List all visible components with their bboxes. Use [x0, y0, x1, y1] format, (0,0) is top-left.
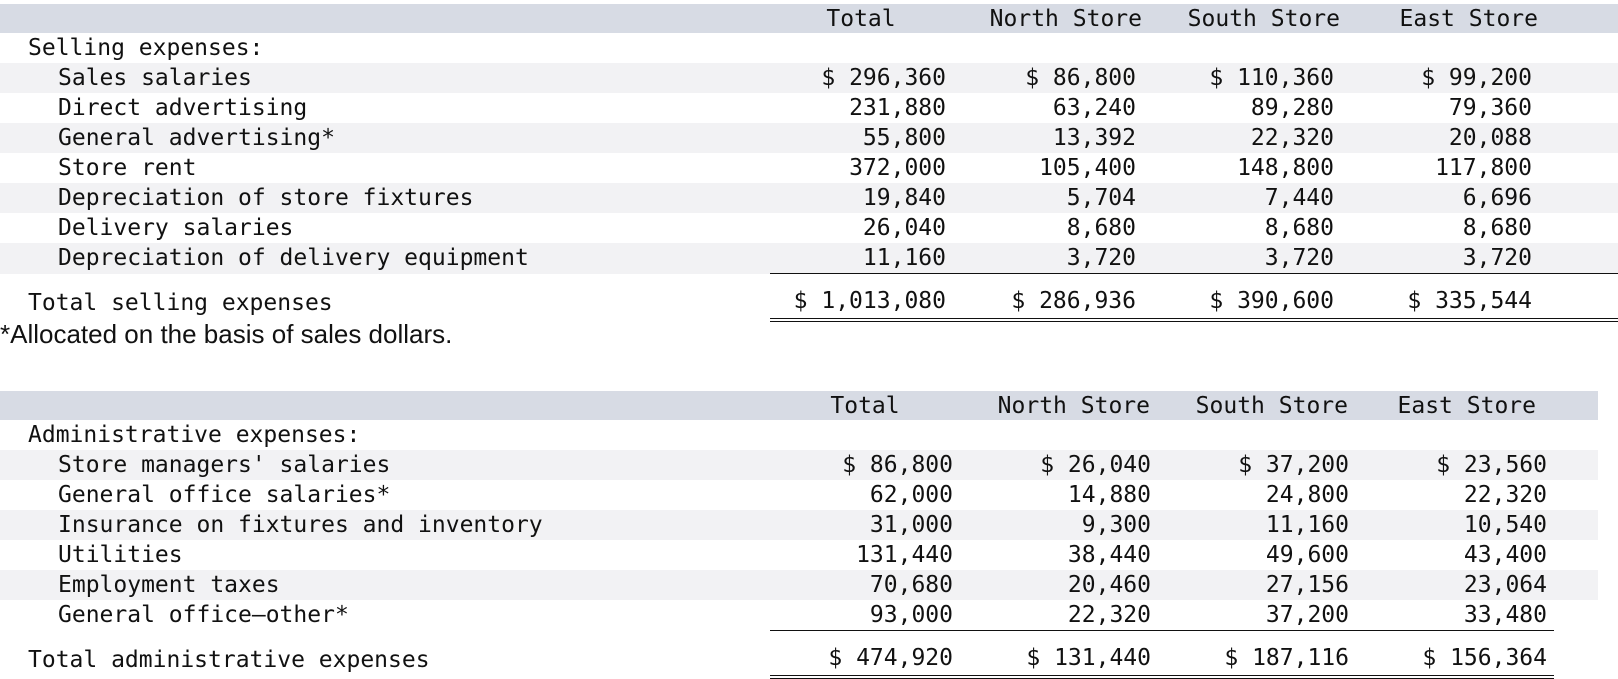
- table-row: [0, 510, 1598, 540]
- cell-east: 117,800: [1435, 155, 1532, 181]
- cell-north: 3,720: [952, 243, 1142, 274]
- total-cell-east: $ 335,544: [1340, 274, 1538, 321]
- row-label: Insurance on fixtures and inventory: [0, 510, 770, 540]
- cell-south: 7,440: [1142, 183, 1340, 213]
- total-label: Total selling expenses: [28, 290, 333, 316]
- row-label: Sales salaries: [0, 63, 770, 93]
- section-label: Selling expenses:: [28, 35, 264, 61]
- cell-north: 13,392: [952, 123, 1142, 153]
- cell-total: 70,680: [770, 570, 960, 600]
- cell-south: 27,156: [1158, 570, 1356, 600]
- cell-north: 5,704: [952, 183, 1142, 213]
- col-header-north: North Store: [952, 4, 1142, 33]
- table-row: [0, 123, 1618, 153]
- cell-north: $ 86,800: [952, 63, 1142, 93]
- cell-total: 93,000: [869, 602, 953, 628]
- row-label: General office salaries*: [58, 482, 391, 508]
- cell-east: 10,540: [1356, 510, 1554, 540]
- cell-east: 23,064: [1356, 570, 1554, 600]
- col-header-total: Total: [770, 4, 952, 33]
- total-cell-total: $ 1,013,080: [770, 274, 952, 321]
- total-cell-total: $ 474,920: [770, 631, 960, 678]
- table-row: [0, 450, 1598, 480]
- row-label: General office—other*: [58, 602, 349, 629]
- cell-total: $ 296,360: [770, 63, 952, 93]
- cell-south: 89,280: [1250, 95, 1334, 121]
- col-header-south: South Store: [1158, 391, 1356, 420]
- cell-total: 372,000: [849, 155, 946, 181]
- table-row: [0, 63, 1618, 93]
- total-row: [0, 274, 1618, 321]
- cell-south: 148,800: [1237, 155, 1334, 181]
- cell-total: 11,160: [770, 243, 952, 274]
- cell-east: 22,320: [1463, 482, 1547, 508]
- total-row: [0, 631, 1598, 678]
- cell-north: 63,240: [1052, 95, 1136, 121]
- table-row: [0, 570, 1598, 600]
- cell-total: $ 86,800: [770, 450, 960, 480]
- cell-south: 22,320: [1142, 123, 1340, 153]
- table-row: [0, 213, 1618, 243]
- cell-total: 26,040: [862, 215, 946, 241]
- table-row: [0, 243, 1618, 274]
- total-cell-south: $ 390,600: [1142, 274, 1340, 321]
- section-label-row: [0, 33, 1618, 63]
- table-row: [0, 93, 1618, 123]
- footnote: *Allocated on the basis of sales dollars.: [0, 319, 453, 349]
- table-row: [0, 480, 1598, 510]
- col-header-south: South Store: [1142, 4, 1340, 33]
- total-cell-south: $ 187,116: [1158, 631, 1356, 678]
- cell-south: 24,800: [1265, 482, 1349, 508]
- cell-north: 22,320: [1067, 602, 1151, 628]
- cell-total: 31,000: [770, 510, 960, 540]
- col-header-east: East Store: [1340, 4, 1538, 33]
- cell-total: 231,880: [849, 95, 946, 121]
- cell-east: 6,696: [1340, 183, 1538, 213]
- cell-south: 11,160: [1158, 510, 1356, 540]
- cell-north: 105,400: [1039, 155, 1136, 181]
- row-label: Store rent: [58, 155, 197, 181]
- row-label: Delivery salaries: [58, 215, 294, 241]
- total-cell-east: $ 156,364: [1356, 631, 1554, 678]
- row-label: Depreciation of store fixtures: [0, 183, 770, 213]
- cell-east: 3,720: [1340, 243, 1538, 274]
- row-label: Store managers' salaries: [0, 450, 770, 480]
- cell-total: 62,000: [869, 482, 953, 508]
- total-cell-north: $ 286,936: [952, 274, 1142, 321]
- row-label: General advertising*: [0, 123, 770, 153]
- row-label: Utilities: [58, 542, 183, 568]
- col-header-north: North Store: [960, 391, 1158, 420]
- col-header-total: Total: [770, 391, 960, 420]
- section-label-row: [0, 420, 1598, 450]
- cell-south: $ 110,360: [1142, 63, 1340, 93]
- row-label: Depreciation of delivery equipment: [0, 243, 770, 274]
- header-row: [0, 391, 1598, 420]
- cell-east: $ 99,200: [1340, 63, 1538, 93]
- table-row: [0, 153, 1618, 183]
- cell-north: 38,440: [1067, 542, 1151, 568]
- cell-north: 14,880: [1067, 482, 1151, 508]
- selling-expenses-table: [0, 4, 1618, 322]
- total-label: Total administrative expenses: [28, 647, 430, 673]
- cell-south: $ 37,200: [1158, 450, 1356, 480]
- cell-east: 33,480: [1463, 602, 1547, 628]
- cell-north: $ 26,040: [960, 450, 1158, 480]
- row-label: Employment taxes: [0, 570, 770, 600]
- table-row: [0, 183, 1618, 213]
- cell-total: 55,800: [770, 123, 952, 153]
- cell-east: 8,680: [1462, 215, 1532, 241]
- cell-total: 19,840: [770, 183, 952, 213]
- section-label: Administrative expenses:: [28, 422, 361, 448]
- cell-south: 8,680: [1264, 215, 1334, 241]
- administrative-expenses-table: [0, 391, 1598, 679]
- cell-south: 49,600: [1265, 542, 1349, 568]
- cell-south: 3,720: [1142, 243, 1340, 274]
- row-label: Direct advertising: [58, 95, 308, 121]
- total-cell-north: $ 131,440: [960, 631, 1158, 678]
- header-row: [0, 4, 1618, 33]
- cell-north: 9,300: [960, 510, 1158, 540]
- col-header-east: East Store: [1356, 391, 1554, 420]
- cell-east: $ 23,560: [1356, 450, 1554, 480]
- cell-north: 8,680: [1066, 215, 1136, 241]
- cell-east: 20,088: [1340, 123, 1538, 153]
- cell-south: 37,200: [1265, 602, 1349, 628]
- cell-north: 20,460: [960, 570, 1158, 600]
- cell-total: 131,440: [856, 542, 953, 568]
- cell-east: 43,400: [1463, 542, 1547, 568]
- table-row: [0, 600, 1598, 631]
- cell-east: 79,360: [1448, 95, 1532, 121]
- table-row: [0, 540, 1598, 570]
